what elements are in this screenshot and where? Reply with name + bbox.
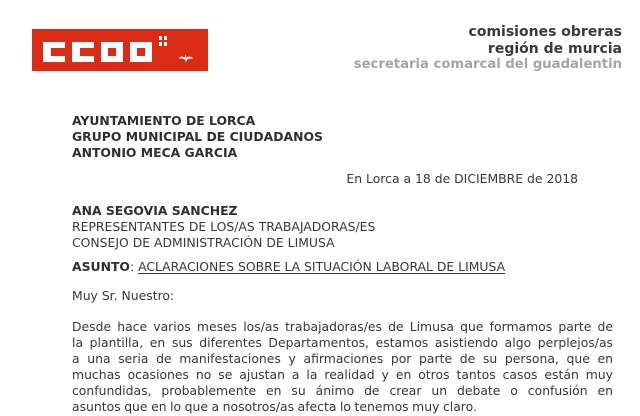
ccoo-logo (32, 29, 208, 71)
org-header (354, 24, 622, 74)
recipient-line: AYUNTAMIENTO DE LORCA (72, 113, 256, 128)
org-name-line2: región de murcia (487, 40, 622, 57)
date-line: En Lorca a 18 de DICIEMBRE de 2018 (346, 171, 578, 186)
body-paragraph (72, 319, 613, 414)
recipient-line: GRUPO MUNICIPAL DE CIUDADANOS (72, 129, 323, 145)
body-line: a una seria de manifestaciones y afirmaciones por parte de su persona, que en (72, 350, 613, 366)
logo-letter-c (72, 42, 94, 62)
body-line: muchas ocasiones no se ajustan a la realidad y en otros tantos casos están muy (72, 366, 613, 382)
org-name-line1: comisiones obreras (468, 24, 622, 40)
subject-separator: : (129, 259, 139, 274)
logo-bird-icon (178, 53, 194, 64)
body-line: asuntos que en lo que a nosotros/as afecta lo tenemos muy claro. (72, 398, 477, 414)
recipient-address-block (72, 113, 613, 162)
attention-line: CONSEJO DE ADMINISTRACIÓN DE LIMUSA (72, 235, 335, 251)
body-line: Desde hace varios meses los/as trabajadoras/es de Limusa que formamos parte de (72, 319, 613, 334)
subject-text: ACLARACIONES SOBRE LA SITUACIÓN LABORAL DE LIMUSA (138, 259, 506, 274)
recipient-line: ANTONIO MECA GARCIA (72, 145, 238, 161)
attention-line: REPRESENTANTES DE LOS/AS TRABAJADORAS/ES (72, 219, 376, 235)
subject-line (72, 259, 613, 275)
subject-label: ASUNTO (72, 259, 130, 274)
logo-letter-o (101, 42, 123, 62)
logo-registered-marks (159, 36, 168, 47)
org-secretary-line: secretaria comarcal del guadalentin (353, 57, 622, 72)
body-line: la plantilla, en sus diferentes Departamentos, estamos asistiendo algo perplejos/as (72, 334, 613, 350)
logo-letter-c (43, 42, 65, 62)
salutation: Muy Sr. Nuestro: (72, 288, 175, 303)
body-line: confundidas, probablemente en su ánimo de crear un debate o confusión en (72, 382, 613, 398)
logo-letter-o (130, 42, 152, 62)
attention-block (72, 203, 613, 252)
attention-name: ANA SEGOVIA SANCHEZ (72, 203, 238, 218)
